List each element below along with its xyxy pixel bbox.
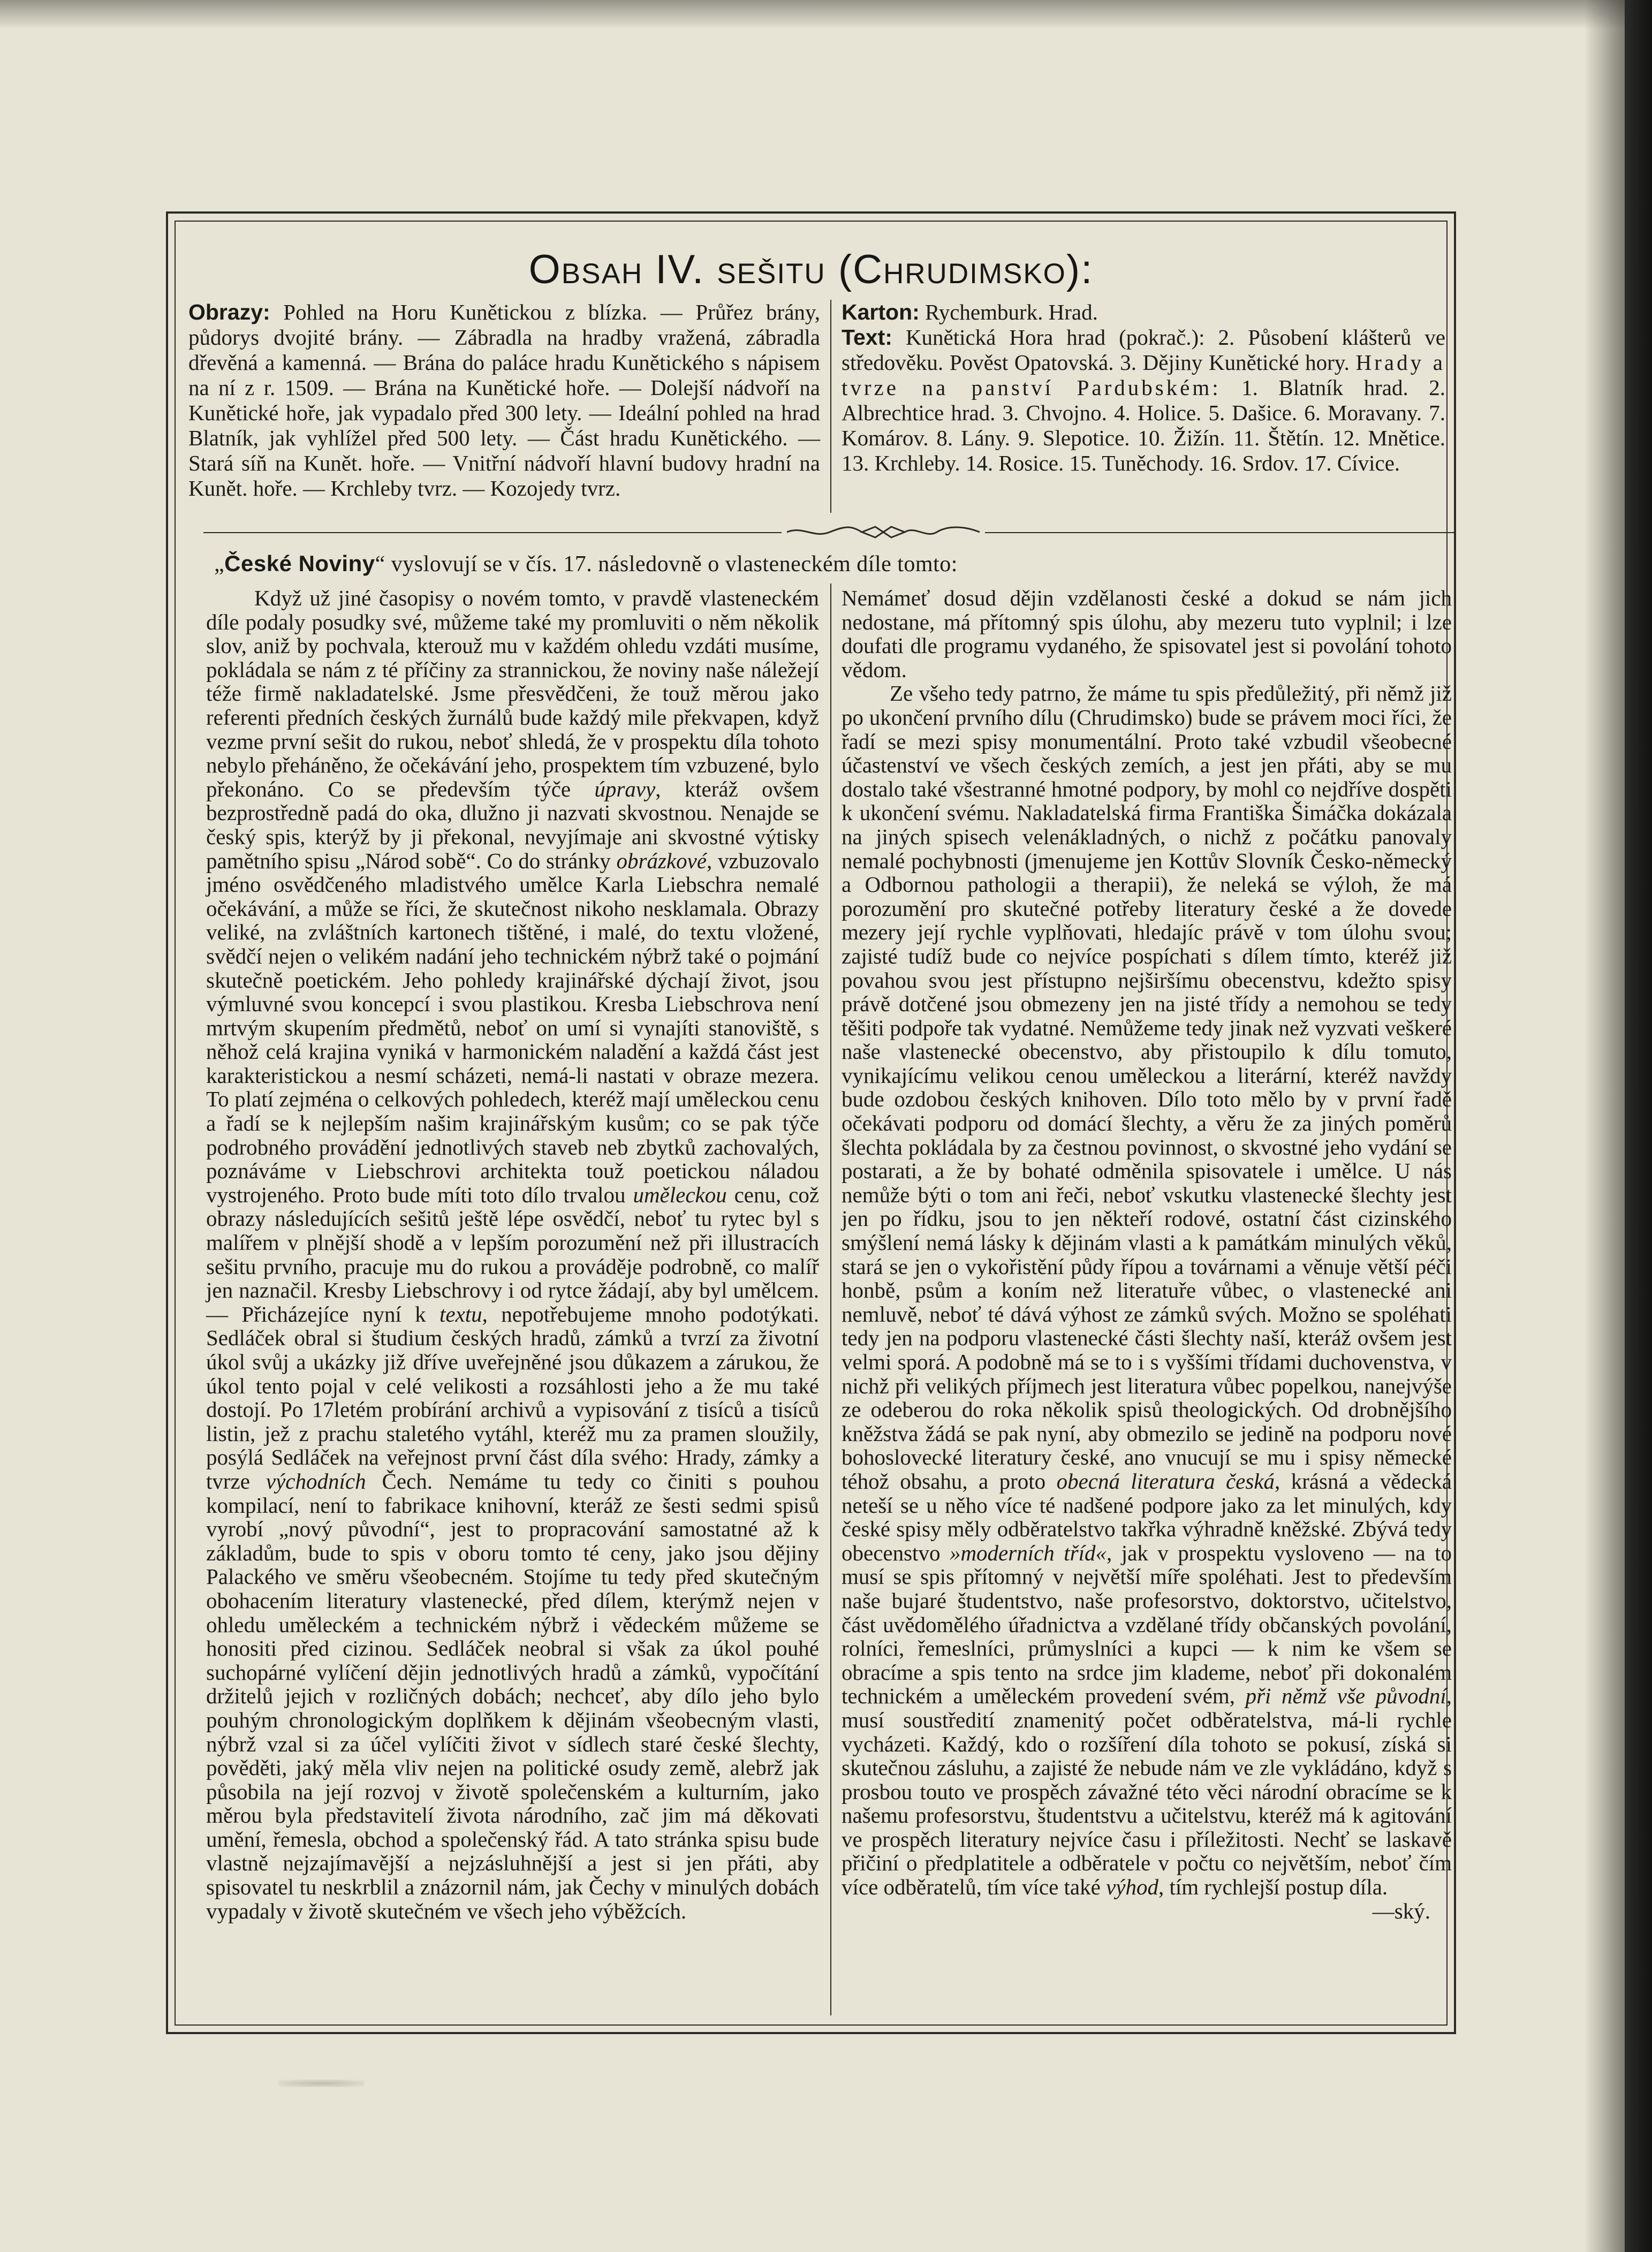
left-paragraph: Když už jiné časopisy o novém tomto, v pravdě vlasteneckém díle podaly posudky své, můžeme také my promluviti o něm několik slov, aniž by pochvala, kterouž mu v každém ohledu vzdáti musíme, pokládala se nám z té příčiny za strannickou, že noviny naše náležejí téže firmě nakladatelské. Jsme přesvědčeni, že touž měrou jako referenti předních českých žurnálů bude každý mile překvapen, když vezme první sešit do rukou, neboť shledá, že v prospektu díla tohoto nebylo přeháněno, že očekávání jeho, prospektem tím vzbuzené, bylo překonáno. Co se především týče úpravy, kteráž ovšem bezprostředně padá do oka, dlužno ji nazvati skvostnou. Nenajde se český spis, kterýž by ji překonal, nevyjímaje ani skvostné výtisky pamětního spisu „Národ sobě“. Co do stránky obrázkové, vzbuzovalo jméno osvědčeného mladistvého umělce Karla Liebschra nemalé očekávání, a může se říci, že skutečnost nikoho nesklamala. Obrazy veliké, na zvláštních kartonech tištěné, i malé, do textu vložené, svědčí nejen o velikém nadání jeho technickém nýbrž také o pojmání skutečně poetickém. Jeho pohledy krajinářské dýchají život, jsou výmluvné svou koncepcí i svou plastikou. Kresba Liebschrova není mrtvým skupením předmětů, neboť on umí si vynajíti stanoviště, s něhož celá krajina vyniká v harmonickém naladění a každá část jest karakteristickou a nesmí scházeti, nemá-li nastati v obraze mezera. To platí zejména o celkových pohledech, kteréž mají uměleckou cenu a řadí se k nejlepším našim krajinářským kusům; co se pak týče podrobného provádění jednotlivých staveb neb zbytků zachovalých, poznáváme v Liebschrovi architekta touž poetickou náladou vystrojeného. Proto bude míti toto dílo trvalou uměleckou cenu, což obrazy následujících sešitů ještě lépe osvědčí, neboť tu rytec byl s malířem v plnější shodě a v lepším porozumění než při illustracích sešitu prvního, pracuje mu do rukou a prováděje podrobně, co malíř jen naznačil. Kresby Liebschrovy i od rytce žádají, aby byl umělcem. — Přicházejíce nyní k textu, nepotřebujeme mnoho podotýkati. Sedláček obral si študium českých hradů, zámků a tvrzí za životní úkol svůj a ukázky již dříve uveřejněné jsou důkazem a zárukou, že úkol tento pojal v celé velikosti a rozsáhlosti jeho a že mu také dostojí. Po 17letém probírání archivů a vypisování z tisíců a tisíců listin, jež z prachu staletého vytáhl, kteréž mu za pramen sloužily, posýlá Sedláček na veřejnost první část díla svého: Hrady, zámky a tvrze východních Čech. Nemáme tu tedy co činiti s pouhou kompilací, není to fabrikace knihovní, kteráž ze šesti sedmi spisů vyrobí „nový původní“, jest to propracování samostatné až k základům, bude to spis v oboru tomto té ceny, jako jsou dějiny Palackého ve směru všeobecném. Stojíme tu tedy před skutečným obohacením literatury vlastenecké, před dílem, kterýmž nejen v ohledu uměleckém a technickém nýbrž i vědeckém můžeme se honositi před cizinou. Sedláček neobral si však za úkol pouhé suchopárné vylíčení dějin jednotlivých hradů a zámků, vypočítání držitelů jejich v rozličných dobách; nechceť, aby dílo jeho bylo pouhým chronologickým doplňkem k dějinám všeobecným vlasti, nýbrž vzal si za účel vylíčiti život v sídlech staré české šlechty, pověděti, jaký měla vliv nejen na politické osudy země, alebrž jak působila na její rozvoj v životě společenském a kulturním, jako měrou byla představitelí života národního, zač jim má děkovati umění, řemesla, obchod a společenský řád. A tato stránka spisu bude vlastně nejzajímavější a nejzásluhnější a jest si jen přáti, aby spisovatel tu neskrblil a znázornil nám, jak Čechy v minulých dobách vypadaly v životě skutečném ve všech jeho výběžcích. [206, 586, 820, 1923]
text-label: Text: [842, 325, 892, 350]
newspaper-name: České Noviny [224, 551, 375, 576]
right-paragraph: Ze všeho tedy patrno, že máme tu spis předůležitý, při němž již po ukončení prvního dílu (Chrudimsko) bude se právem moci říci, že řadí se mezi spisy monumentální. Proto také vzbudil všeobecné účastenství ve všech českých zemích, a jest jen přáti, aby se mu dostalo také všestranné hmotné podpory, by mohl co nejdříve dospěti k ukončení svému. Nakladatelská firma Františka Šimáčka dokázala na jiných spisech velenákladných, o nichž z počátku panovaly nemalé pochybnosti (jmenujeme jen Kottův Slovník Česko-německý a Odbornou pathologii a therapii), že neleká se výloh, že má porozumění pro skutečné potřeby literatury české a že dovede mezery její rychle vyplňovati, hledajíc právě v tom úlohu svou; zajisté tudíž bude co nejvíce pospíchati s dílem tímto, kteréž již povahou svou jest přístupno nejširšímu obecenstvu, kdežto spisy právě dotčené jsou obmezeny jen na jisté třídy a nemohou se tedy těšiti podpoře tak vydatné. Nemůžeme tedy jinak než vyzvati veškeré naše vlastenecké obecenstvo, aby přistoupilo k dílu tomuto, vynikajícímu velikou cenou uměleckou a literární, kteréž navždy bude ozdobou českých knihoven. Dílo toto mělo by v první řadě očekávati podporu od domácí šlechty, a věru že za jiných poměrů šlechta pokládala by za čestnou povinnost, o skvostné jeho vydání se postarati, a že by bohaté odměnila spisovatele i umělce. U nás nemůže býti o tom ani řeči, neboť vskutku vlastenecké šlechty jest jen po řídku, jsou to jen někteří rodové, ostatní část cizinského smýšlení nemá lásky k dějinám vlasti a k památkám minulých věků, stará se jen o vykořistění půdy řípou a továrnami a věnuje větší péči honbě, psům a koním než literatuře vůbec, o vlastenecké ani nemluvě, neboť té dává výhost ze zámků svých. Možno se spoléhati tedy jen na podporu vlastenecké části šlechty naší, kteráž ovšem jest velmi sporá. A podobně má se to i s vyššími třídami duchovenstva, v nichž při velikých příjmech jest literatura vůbec popelkou, nanejvýše ze odeberou do roka několik spisů theologických. Od drobnějšího kněžstva žádá se pak nyní, aby obmezilo se jedině na podporu nové bohoslovecké literatury české, ano vnucují se mu i spisy německé téhož obsahu, a proto obecná literatura česká, krásná a vědecká neteší se u něho více té nadšené podpore jako za let minulých, kdy české spisy měly odběratelstvo takřka výhradně kněžské. Zbývá tedy obecenstvo »moderních tříd«, jak v prospektu vysloveno — na to musí se spis přítomný v největší míře spoléhati. Jest to především naše bujaré študentstvo, naše profesorstvo, doktorstvo, učitelstvo, část uvědomělého úřadnictva a vzdělané třídy občanských povolání, rolníci, řemeslníci, průmyslníci a kupci — k nim ke všem se obracíme a spis tento na srdce jim klademe, neboť při dokonalém technickém a uměleckém provedení svém, při němž vše původní, musí soustředití znamenitý počet odběratelstva, má-li rychle vycházeti. Každý, kdo o rozšíření díla tohoto se pokusí, získá si skutečnou zásluhu, a zajisté že nebude nám ve zle vykládáno, když s prosbou touto ve prospěch závažné této věci národní obracíme se k našemu profesorstvu, študentstvu a učitelstvu, kteréž má k agitování ve prospěch literatury nejvíce času i příležitosti. Nechť se laskavě přičiní o předplatitele a odběratele v počtu co největším, neboť čím více odběratelů, tím více také výhod, tím rychlejší postup díla. —ský. [842, 681, 1452, 1923]
paper-stain [278, 2080, 364, 2087]
pictures-label: Obrazy: [188, 300, 270, 324]
signature: —ský. [1372, 1898, 1430, 1923]
karton-line [842, 300, 1445, 325]
pictures-list: Pohled na Horu Kunětickou z blízka. — Průřez brány, půdorys dvojité brány. — Zábradla na hradby vražená, zábradla dřevěná a kamenná. — Brána do paláce hradu Kunětického s nápisem na ní z r. 1509. — Brána na Kunětické hoře. — Dolejší nádvoří na Kunětické hoře, jak vypadalo před 300 lety. — Ideální pohled na hrad Blatník, jak vyhlížel před 500 lety. — Část hradu Kunětického. — Stará síň na Kunět. hoře. — Vnitřní nádvoří hlavní budovy hradní na Kunět. hoře. — Krchleby tvrz. — Kozojedy tvrz. [188, 300, 820, 501]
separator-line-right [985, 532, 1456, 533]
page-edge [1625, 0, 1652, 2252]
article-column-divider [830, 583, 831, 2015]
spine-shadow [1585, 0, 1625, 2252]
right-paragraph-continued: Nemámeť dosud dějin vzdělanosti české a dokud se nám jich nedostane, má přítomný spis úlohu, aby mezeru tuto vyplnil; i lze doufati dle programu vydaného, že spisovatel jest si povolání tohoto vědom. [842, 586, 1452, 682]
text-rest: 1. Blatník hrad. 2. Albrechtice hrad. 3. Chvojno. 4. Holice. 5. Dašice. 6. Moravany. 7. Komárov. 8. Lány. 9. Slepotice. 10. Žižín. 11. Štětín. 12. Mnětice. 13. Krchleby. 14. Rosice. 15. Tuněchody. 16. Srdov. 17. Cívice. [842, 375, 1445, 475]
article-right-column [842, 586, 1452, 1923]
quote-open: „ [214, 552, 225, 577]
review-intro [214, 550, 1445, 578]
separator-line-left [203, 532, 782, 533]
karton-value: Rychemburk. Hrad. [925, 300, 1098, 324]
ornament-divider [782, 521, 985, 543]
text-value: Kunětická Hora hrad (pokrač.): 2. Působení klášterů ve středověku. Pověst Opatovská. 3. Dějiny Kunětické hory. [842, 325, 1446, 375]
article-left-column [206, 586, 819, 1923]
contents-title: Obsah IV. sešitu (Chrudimsko): [528, 247, 1094, 292]
contents-column-divider [830, 300, 831, 513]
contents-text [842, 300, 1445, 476]
karton-label: Karton: [842, 300, 920, 324]
top-shadow [0, 0, 1625, 29]
contents-pictures [188, 300, 820, 501]
quote-close: “ [375, 552, 385, 577]
text-line [842, 325, 1445, 476]
intro-text: vyslovují se v čís. 17. následovně o vlasteneckém díle tomto: [391, 552, 958, 577]
text-spaced-heading: Hrady a tvrze na panství Pardubském: [842, 350, 1445, 400]
